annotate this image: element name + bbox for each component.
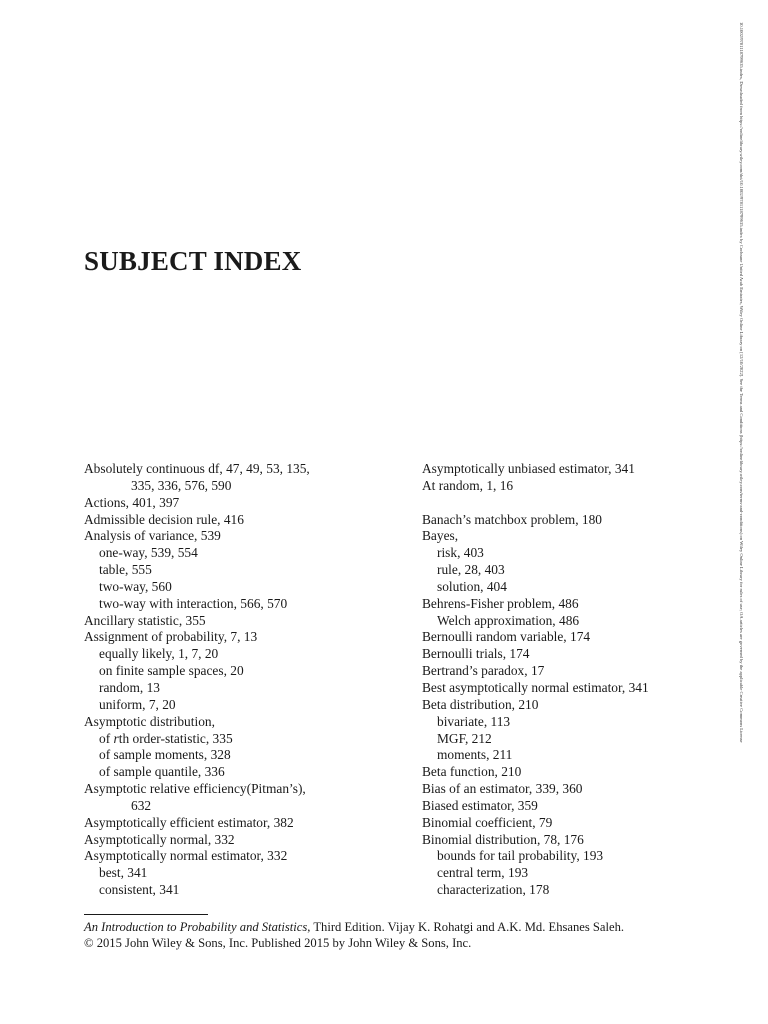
index-entry: Behrens-Fisher problem, 486 [422, 595, 579, 611]
index-entry: Ancillary statistic, 355 [84, 612, 206, 628]
index-subentry: one-way, 539, 554 [99, 545, 198, 561]
index-entry: Bernoulli trials, 174 [422, 646, 530, 662]
index-subentry: best, 341 [99, 865, 148, 881]
footnote-edition-authors: , Third Edition. Vijay K. Rohatgi and A.K. Md. Ehsanes Saleh. [307, 920, 625, 934]
index-subentry: two-way, 560 [99, 578, 172, 594]
index-entry: Asymptotically normal, 332 [84, 831, 235, 847]
index-entry: Best asymptotically normal estimator, 341 [422, 679, 649, 695]
index-entry: Beta function, 210 [422, 764, 522, 780]
index-gap [422, 495, 722, 512]
index-subentry: solution, 404 [437, 578, 507, 594]
footnote-divider [84, 914, 208, 915]
index-entry: Bernoulli random variable, 174 [422, 629, 591, 645]
index-entry: Beta distribution, 210 [422, 696, 539, 712]
index-subentry: of sample moments, 328 [99, 747, 231, 763]
index-subentry: of sample quantile, 336 [99, 764, 225, 780]
index-entry: Biased estimator, 359 [422, 797, 538, 813]
index-subentry: central term, 193 [437, 865, 529, 881]
index-entry: Bertrand’s paradox, 17 [422, 663, 545, 679]
side-download-notice [736, 22, 746, 1012]
footnote-line-2: © 2015 John Wiley & Sons, Inc. Published 2015 by John Wiley & Sons, Inc. [84, 936, 472, 950]
index-subentry: Welch approximation, 486 [437, 612, 580, 628]
index-entry: At random, 1, 16 [422, 477, 514, 493]
index-subentry: equally likely, 1, 7, 20 [99, 646, 219, 662]
index-entry: Banach’s matchbox problem, 180 [422, 511, 602, 527]
footnote-book-title: An Introduction to Probability and Statistics [84, 920, 308, 934]
index-entry: Asymptotic distribution, [84, 713, 215, 729]
index-subentry: bivariate, 113 [437, 713, 511, 729]
index-entry: Asymptotically normal estimator, 332 [84, 848, 288, 864]
index-subentry: moments, 211 [437, 747, 513, 763]
page-title: SUBJECT INDEX [84, 246, 302, 276]
index-subentry: two-way with interaction, 566, 570 [99, 595, 288, 611]
index-entry: Asymptotically efficient estimator, 382 [84, 814, 294, 830]
index-column-left [84, 461, 404, 899]
index-entry: Assignment of probability, 7, 13 [84, 629, 258, 645]
index-subentry: uniform, 7, 20 [99, 696, 176, 712]
index-entry: Bias of an estimator, 339, 360 [422, 781, 583, 797]
index-column-right [422, 461, 722, 899]
index-entry-continuation: 335, 336, 576, 590 [131, 477, 232, 493]
index-subentry: table, 555 [99, 562, 152, 578]
index-subentry: bounds for tail probability, 193 [437, 848, 604, 864]
index-entry: Asymptotically unbiased estimator, 341 [422, 461, 635, 476]
index-subentry: random, 13 [99, 679, 160, 695]
index-subentry: consistent, 341 [99, 882, 180, 898]
index-subentry: of rth order-statistic, 335 [99, 730, 233, 746]
index-entry: Admissible decision rule, 416 [84, 511, 244, 527]
index-entry: Asymptotic relative efficiency(Pitman’s), [84, 781, 306, 797]
index-entry: Absolutely continuous df, 47, 49, 53, 135, [84, 461, 310, 476]
index-subentry: rule, 28, 403 [437, 562, 505, 578]
index-subentry: characterization, 178 [437, 882, 550, 898]
index-entry: Analysis of variance, 539 [84, 528, 221, 544]
index-subentry: risk, 403 [437, 545, 484, 561]
index-subentry: on finite sample spaces, 20 [99, 663, 244, 679]
index-entry-continuation: 632 [131, 797, 152, 813]
index-entry: Binomial coefficient, 79 [422, 814, 553, 830]
footnote-line-1 [84, 919, 704, 935]
footnote [84, 919, 704, 951]
side-download-notice-text: 10.1002/9781118799635.index, Downloaded from https://onlinelibrary.wiley.com/doi/10.1002/9781118799635.index by Cochrane United Arab Emirates, Wiley Online Library on [12/10/2022]. See the Terms and Conditions (https://onlinelibrary.wiley.com/terms-and-conditions) on Wiley Online Library for rules of use; OA articles are governed by the applicable Creative Commons License [739, 22, 744, 743]
index-entry: Binomial distribution, 78, 176 [422, 831, 584, 847]
index-entry: Actions, 401, 397 [84, 494, 180, 510]
index-entry: Bayes, [422, 528, 459, 544]
index-subentry: MGF, 212 [437, 730, 492, 746]
